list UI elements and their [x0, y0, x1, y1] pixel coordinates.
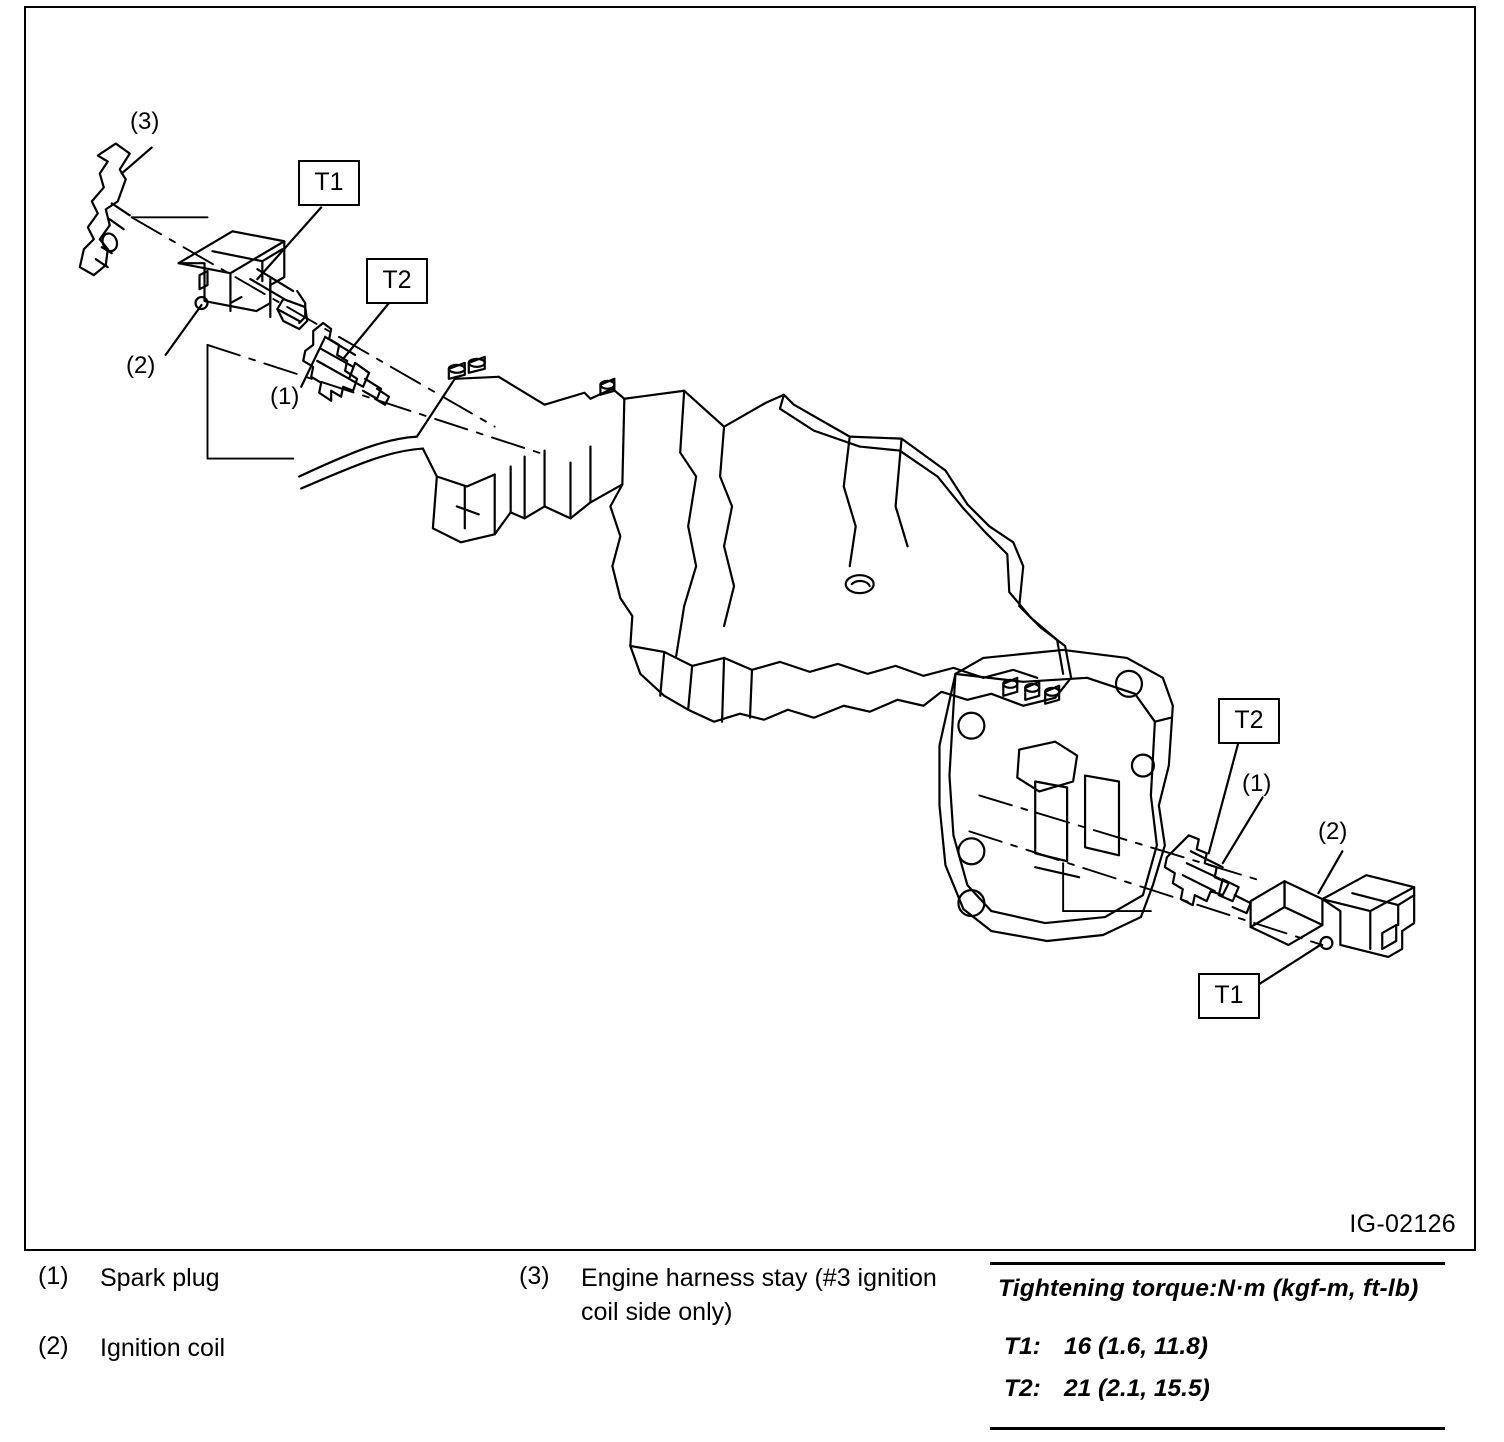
- tightening-torque-block: [990, 1262, 1460, 1430]
- legend-index-2: (2): [38, 1331, 69, 1360]
- lower-bracket-part: [939, 650, 1172, 941]
- legend-column-left: [38, 1262, 468, 1402]
- callout-2-upper: (2): [126, 352, 156, 379]
- illustration-frame: [24, 6, 1476, 1251]
- ignition-coil-upper: [179, 231, 285, 317]
- legend-index-1: (1): [38, 1262, 69, 1290]
- torque-key-t1: T1:: [1004, 1333, 1041, 1360]
- spark-plug-upper: [303, 323, 389, 405]
- ignition-coil-lower: [1251, 875, 1415, 957]
- torque-values: [990, 1315, 1460, 1423]
- torque-row-t2: [1004, 1375, 1460, 1403]
- figure-id-label: IG-02126: [1349, 1210, 1456, 1238]
- legend-item-2: [38, 1332, 468, 1366]
- legend-index-3: (3): [519, 1262, 550, 1290]
- torque-key-t2: T2:: [1004, 1375, 1041, 1402]
- callout-box-t1-lower: T1: [1198, 973, 1260, 1019]
- callout-box-t2-upper: T2: [366, 258, 428, 304]
- legend: [24, 1262, 1476, 1437]
- callout-1-upper: (1): [270, 383, 300, 410]
- callout-3-upper: (3): [130, 108, 160, 135]
- harness-stay-part: [80, 144, 130, 276]
- torque-value-t1: 16 (1.6, 11.8): [1064, 1333, 1208, 1360]
- callout-1-lower: (1): [1242, 770, 1272, 797]
- lower-axis-line: [969, 831, 1322, 945]
- engine-block-outline: [299, 357, 1071, 722]
- torque-value-t2: 21 (2.1, 15.5): [1064, 1375, 1210, 1402]
- legend-text-3: Engine harness stay (#3 ignition coil side only): [581, 1264, 937, 1326]
- legend-text-2: Ignition coil: [100, 1333, 226, 1362]
- legend-text-1: Spark plug: [100, 1264, 220, 1292]
- legend-item-3: [519, 1262, 949, 1330]
- torque-row-t1: [1004, 1333, 1460, 1361]
- torque-rule-bottom: [990, 1427, 1445, 1430]
- torque-title: Tightening torque:N·m (kgf-m, ft-lb): [998, 1275, 1419, 1302]
- legend-column-right: [519, 1262, 949, 1366]
- callout-box-t2-lower: T2: [1218, 698, 1280, 744]
- callout-2-lower: (2): [1318, 818, 1348, 845]
- engine-exploded-view-drawing: [26, 8, 1474, 1249]
- callout-box-t1-upper: T1: [298, 160, 360, 206]
- upper-axis-line: [132, 217, 495, 426]
- legend-item-1: [38, 1262, 468, 1296]
